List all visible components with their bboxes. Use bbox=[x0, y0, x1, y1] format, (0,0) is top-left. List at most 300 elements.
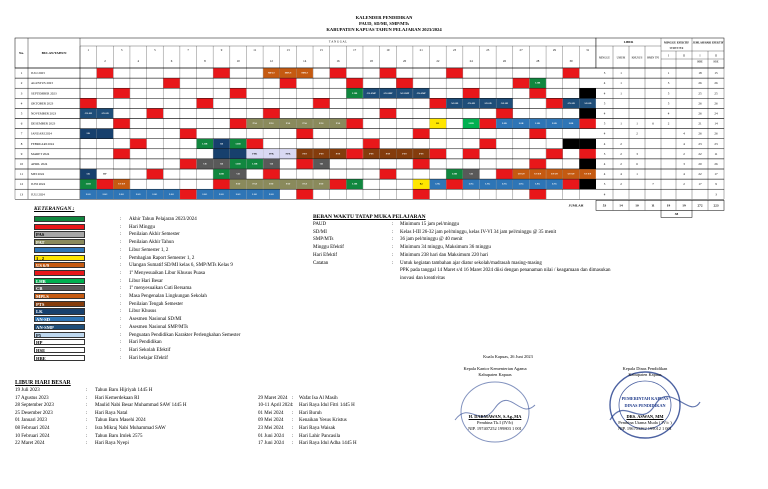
legend-label: 1º Menyesuaikan Libur Khusus Puasa bbox=[129, 270, 205, 276]
day-23: 23 bbox=[452, 48, 457, 52]
row-stat: 22 bbox=[698, 172, 702, 177]
row-stat: 4 bbox=[603, 91, 606, 96]
total-value: 223 bbox=[713, 203, 719, 208]
total-label: JUMLAH bbox=[568, 203, 584, 208]
day-cell bbox=[546, 149, 562, 159]
day-cell-label: PPK bbox=[285, 152, 291, 156]
day-5: 5 bbox=[154, 48, 156, 52]
row-stat: 2 bbox=[620, 161, 622, 166]
day-cell-label: LSG bbox=[468, 182, 474, 186]
legend-swatch: HSE bbox=[34, 347, 85, 353]
day-cell bbox=[463, 149, 479, 159]
day-cell bbox=[213, 68, 229, 78]
day-cell bbox=[446, 68, 462, 78]
row-no: 12 bbox=[19, 182, 24, 187]
day-27: 27 bbox=[519, 48, 523, 52]
day-cell-label: MPLS bbox=[268, 71, 275, 75]
row-month: JULI 2024 bbox=[31, 192, 45, 197]
beban-key: Hari Efektif bbox=[313, 252, 338, 258]
day-cell-label: PTS bbox=[385, 152, 391, 156]
day-6: 6 bbox=[170, 59, 173, 63]
holiday-date: 01 Januari 2023 bbox=[15, 418, 47, 424]
row-stat: 26 bbox=[714, 161, 718, 166]
day-cell bbox=[263, 109, 279, 119]
day-9: 9 bbox=[220, 48, 223, 52]
legend-label: Libur Hari Besar bbox=[129, 278, 163, 284]
row-stat: 5 bbox=[667, 91, 670, 96]
day-cell bbox=[97, 179, 113, 189]
holiday-date: 22 Maret 2024 bbox=[15, 441, 45, 447]
day-cell-label: LSG bbox=[485, 182, 491, 186]
holiday-date: 10 Februari 2024 bbox=[15, 433, 50, 439]
day-28: 28 bbox=[536, 59, 540, 63]
day-cell-label: LSG bbox=[235, 192, 241, 196]
row-stat: 1 bbox=[620, 81, 622, 86]
sign-left-nip: NIP. 197407252 199803 1 001 bbox=[468, 426, 522, 431]
day-cell-label: LSG bbox=[252, 192, 258, 196]
day-14: 14 bbox=[303, 59, 307, 63]
holiday-date: 01 Mei 2024 bbox=[258, 410, 284, 416]
row-stat: 5 bbox=[603, 151, 606, 156]
day-cell-label: LHB bbox=[252, 162, 258, 166]
beban-value: inovasi dan kreativitas bbox=[400, 275, 445, 281]
row-stat: 4 bbox=[603, 111, 606, 116]
row-month: FEBRUARI 2024 bbox=[31, 141, 54, 146]
day-cell-label: LSR bbox=[502, 122, 507, 126]
row-month: JANUARI 2024 bbox=[31, 131, 52, 136]
header-semester: SEMESTER bbox=[669, 47, 684, 50]
row-stat: 4 bbox=[603, 172, 606, 177]
day-cell-label: LHB bbox=[218, 172, 225, 176]
day-cell bbox=[513, 78, 529, 88]
row-stat: 5 bbox=[603, 182, 606, 187]
holiday-name: Hari Kemerdekaan RI bbox=[95, 395, 140, 401]
beban-key: Minggu Efektif bbox=[313, 245, 344, 251]
row-stat: 2 bbox=[636, 131, 638, 136]
day-cell bbox=[163, 78, 179, 88]
day-cell bbox=[346, 149, 362, 159]
day-cell-label: CB bbox=[219, 142, 224, 146]
day-cell-label: AN-SMP bbox=[383, 91, 393, 95]
sign-left-title2: Kabupaten Kapuas bbox=[478, 372, 512, 377]
legend-label: Libur Khusus bbox=[129, 309, 157, 315]
day-30: 30 bbox=[569, 59, 573, 63]
holiday-date: 23 Mei 2024 bbox=[258, 426, 284, 431]
day-cell bbox=[297, 159, 313, 169]
total-value: 53 bbox=[602, 203, 607, 208]
day-cell-label: PAT bbox=[235, 182, 241, 186]
day-cell bbox=[97, 68, 113, 78]
row-stat: 1 bbox=[620, 91, 622, 96]
day-cell-label: LHB bbox=[451, 172, 458, 176]
day-cell bbox=[113, 119, 129, 129]
day-cell bbox=[463, 88, 479, 98]
day-7: 7 bbox=[187, 48, 189, 52]
row-stat: 1 bbox=[620, 71, 622, 76]
day-cell bbox=[263, 169, 279, 179]
libur-col-3: HMIN TPI bbox=[647, 56, 659, 60]
legend-label: Hari Sekolah Efektif bbox=[129, 347, 171, 353]
day-cell bbox=[80, 98, 96, 108]
day-cell bbox=[430, 98, 446, 108]
row-stat: 15 bbox=[714, 71, 718, 76]
row-stat: 5 bbox=[603, 121, 606, 126]
day-cell-label: LSG bbox=[269, 192, 274, 196]
day-3: 3 bbox=[120, 48, 123, 52]
beban-key: SD/MI bbox=[313, 229, 327, 235]
row-stat: 26 bbox=[714, 101, 718, 106]
legend-swatch: PAS bbox=[34, 231, 85, 237]
day-cell-label: LSG bbox=[169, 192, 174, 196]
day-cell-label: AN-SMP bbox=[399, 91, 410, 95]
day-cell-label: LSG bbox=[518, 182, 524, 186]
day-cell-label: LSG bbox=[102, 192, 108, 196]
day-cell bbox=[230, 119, 246, 129]
day-25: 25 bbox=[486, 48, 490, 52]
day-cell bbox=[213, 179, 229, 189]
day-cell-label: US 6/9 bbox=[534, 172, 542, 176]
empty-day bbox=[579, 108, 596, 118]
row-no: 8 bbox=[20, 141, 23, 146]
day-cell-label: PTS bbox=[319, 152, 324, 156]
jh-col-ii: II bbox=[715, 53, 717, 58]
sign-right-title: Kepala Dinas Pendidikan bbox=[622, 366, 668, 371]
day-cell-label: PAS bbox=[285, 122, 291, 126]
legend-label: Penilaian Akhir Semester bbox=[129, 232, 180, 238]
stamp-right-text: PEMERINTAH KAPUAS bbox=[621, 396, 669, 401]
row-stat: 18 bbox=[698, 71, 702, 76]
day-cell-label: PTS bbox=[335, 152, 341, 156]
holiday-name: Hari Lahir Pancasila bbox=[299, 433, 341, 439]
holiday-name: Maulid Nabi Besar Muhammad SAW 1445 H bbox=[95, 403, 187, 409]
row-stat: 9 bbox=[715, 182, 717, 187]
row-stat: 3 bbox=[636, 151, 638, 156]
day-cell-label: CB bbox=[236, 172, 240, 176]
holiday-date: 19 Juli 2023 bbox=[15, 388, 40, 393]
day-cell-label: CB bbox=[203, 162, 207, 166]
row-stat: 7 bbox=[652, 182, 654, 187]
row-no: 5 bbox=[20, 111, 23, 116]
day-31: 31 bbox=[586, 48, 590, 52]
day-cell bbox=[530, 129, 546, 139]
day-cell-label: AN-SD bbox=[500, 101, 509, 105]
day-13: 13 bbox=[286, 48, 290, 52]
row-no: 9 bbox=[20, 151, 23, 156]
row-month: OKTOBER 2023 bbox=[31, 101, 54, 106]
stamp-left-icon bbox=[461, 382, 529, 442]
day-cell-label: LHB bbox=[202, 142, 208, 146]
day-10: 10 bbox=[236, 59, 240, 63]
row-stat: 5 bbox=[667, 101, 670, 106]
row-stat: 4 bbox=[603, 141, 606, 146]
libur-col-2: KHUSUS bbox=[631, 56, 643, 60]
day-cell-label: LHB bbox=[235, 162, 241, 166]
row-stat: 4 bbox=[603, 131, 606, 136]
sign-left-rank: Pembina Tk.I (IV/b) bbox=[477, 420, 513, 425]
day-cell-label: PAT bbox=[252, 182, 257, 186]
day-cell bbox=[413, 189, 429, 199]
holiday-date: 28 September 2023 bbox=[15, 403, 54, 409]
day-cell-label: LHB bbox=[352, 182, 358, 186]
day-cell-label: PPK bbox=[269, 152, 274, 156]
day-cell bbox=[546, 98, 562, 108]
day-cell bbox=[213, 149, 229, 159]
day-cell-label: LSG bbox=[85, 192, 91, 196]
month-row bbox=[15, 169, 724, 179]
row-stat: 6 bbox=[636, 161, 638, 166]
day-cell-label: AN-SMP bbox=[366, 91, 376, 95]
day-cell bbox=[446, 179, 462, 189]
me-col-ii: II bbox=[683, 53, 685, 58]
total-value: 19 bbox=[666, 203, 671, 208]
legend-label: Hari belajar Efektif bbox=[129, 355, 168, 361]
row-stat: 25 bbox=[698, 91, 702, 96]
day-cell-label: LSR bbox=[535, 122, 541, 126]
holiday-date: 10-11 April 2024 bbox=[258, 403, 293, 409]
month-row bbox=[15, 108, 724, 118]
row-stat: 4 bbox=[683, 141, 685, 146]
legend-label: Akhir Tahun Pelajaran 2023/2024 bbox=[129, 217, 197, 222]
day-cell bbox=[313, 98, 329, 108]
day-cell-label: LSG bbox=[551, 182, 557, 186]
page: KALENDER PENDIDIKAN PAUD, SD/MI, SMP/MTs KABUPATEN KAPUAS TAHUN PELAJARAN 2023/2024 No. BULAN/TAHUN T A N G G A L 1 3 5 7 9 11 13 15 17 19 21 23 25 27 29 31 2 4 6 8 10 12 14 16 18 20 22 24 26 28 30 LIBUR MINGGU UMUM KHUSUS HMIN TPI MINGGU EFEKTIF SEMESTER I II JUMLAH HARI EFEKTIF I II HBE HSE 1 JULI 2023 MPLS MPLS MPLS 5 1 1 18 15 2 AGUSTUS 2023 LHB 4 1 5 26 26 3 SEPTEMBER 2023 LHB AN-SMP AN-SMP AN-SMP AN-SMP 4 1 5 25 25 4 OKTOBER 2023 AN-SD AN-SD AN-SD AN-SD AN-SD AN-SD 5 5 26 26 5 NOVEMBER 2023 AN-SD AN-SD 4 4 26 24 6 DESEMBER 2023 PAS PAS PAS PAS PAS PAS R1 LHB LSR LSR LSR LSR LSR 5 1 1 6 2 21 14 7 JANUARI 2024 LK 4 2 4 26 26 8 FEBRUARI 2024 LHB CB LHB 4 2 4 23 23 9 MARET 2024 PPK PPK PPK PTS PTS PTS PTS PTS PTS PTS 5 2 3 2 22 11 10 APRIL 2024 CB CB LHB LHB CB CB 4 2 6 3 20 26 11 MEI 2024 LK HP LHB CB LHB CB US 6/9 US 6/9 US 6/9 US 6/9 US 6/9 4 4 1 4 22 17 12 JUNI 2024 LHB US 6/9 PAT PAT PAT PAT PAT PAT LHB R2 LSG LSG LSG LSG LSG LSG LSG 5 2 7 2 17 9 13 JULI 2024 LSG LSG LSG LSG LSG LSG LSG LSG LSG LSG LSG 4 3 JUMLAH 53 14 10 11 19 19 272 223 38 KETERANGAN : : Akhir Tahun Pelajaran 2023/2024 : Hari Minggu PAS : Penilaian Akhir Semester PAT : Penilaian Akhir Tahun : Libur Semester 1, 2 1 , 2 : Pembagian Raport Semester 1, 2 US 6/9 : Ulangan Sumatif SD/MI kelas 6, SMP/MTs Kelas 9 : 1º Menyesuaikan Libur Khusus Puasa LHB : Libur Hari Besar CB : 1º menyesuaikan Cuti Bersama MPLS : Masa Pengenalan Lingkungan Sekolah PTS : Penilaian Tengah Semester LK : Libur Khusus AN-SD : Asesmen Nasional SD/MI AN-SMP : Asesmen Nasional SMP/MTs P5 : Penguatan Pendidikan Karakter Perlengkahan Semester HP : Hari Pendidikan HSE : Hari Sekolah Efektif HBE : Hari belajar Efektif BEBAN WAKTU TATAP MUKA PELAJARAN PAUD : Minimum 15 jam pel/minggu SD/MI : Kelas I-III 26-32 jam pel/minggu, kelas IV-VI 34 jam pel/minggu @ 35 menit SMP/MTs : 36 jam pel/minggu @ 40 menit Minggu Efektif : Minimum 34 minggu, Maksimum 36 minggu Hari Efektif : Minimum 238 hari dan Maksimum 220 hari Catatan : Untuk kegiatan tambahan ajar diatur sekolah/madrasah masing-masing PPK pada tanggal 14 Maret s/d 16 Maret 2024 diisi dengan penanaman nilai / keagamaan dan dimasukan inovasi dan kreativitas LIBUR HARI BESAR 19 Juli 2023 : Tahun Baru Hijriyah 1445 H 17 Agustus 2023 : Hari Kemerdekaan RI 28 September 2023 : Maulid Nabi Besar Muhammad SAW 1445 H 25 Desember 2023 : Hari Raya Natal 01 Januari 2023 : Tahun Baru Masehi 2024 08 Februari 2024 : Isra Mikraj Nabi Muhammad SAW 10 Februari 2024 : Tahun Baru Imlek 2575 22 Maret 2024 : Hari Raya Nyepi 29 Maret 2024 : Wafat Isa Al Masih 10-11 April 2024 : Hari Raya Idul Fitri 1445 H 01 Mei 2024 : Hari Buruh 09 Mei 2024 : Kenaikan Yesus Kristus 23 Mei 2024 : Hari Raya Waisak 01 Juni 2024 : Hari Lahir Pancasila 17 Juni 2024 : Hari Raya Idul Adha 1445 H Kuala Kapuas, 26 Juni 2023 PEMERINTAH KAPUAS DINAS PENDIDIKAN Kepala Kantor Kementerian Agama Kabupaten Kapuas H. DARMAWAN, S.Ag.,MA Pembina Tk.I (IV/b) NIP. 197407252 199803 1 001 Kepala Dinas Pendidikan Kabupaten Kapuas DRS. ASWAN, MM Pembina Utama Muda ( IV/c ) NIP. 196703262 199012 1 001 bbox=[0, 0, 768, 489]
stamp-right-text2: DINAS PENDIDIKAN bbox=[624, 403, 666, 408]
legend-label: 1º menyesuaikan Cuti Bersama bbox=[129, 286, 192, 292]
row-stat: 4 bbox=[603, 81, 606, 86]
total-value: 272 bbox=[697, 203, 703, 208]
legend-label: Penguatan Pendidikan Karakter Perlengkahan Semester bbox=[129, 332, 241, 338]
row-month: MEI 2024 bbox=[31, 172, 45, 177]
month-row bbox=[15, 68, 724, 78]
calendar-title-1: KALENDER PENDIDIKAN bbox=[355, 15, 413, 20]
day-cell-label: MPLS bbox=[301, 71, 309, 75]
day-cell-label: PAS bbox=[335, 122, 341, 126]
row-stat: 26 bbox=[714, 81, 718, 86]
row-no: 4 bbox=[20, 101, 23, 106]
holiday-date: 01 Juni 2024 bbox=[258, 433, 284, 439]
day-cell bbox=[130, 139, 146, 149]
row-no: 6 bbox=[20, 121, 23, 126]
holiday-name: Hari Buruh bbox=[299, 410, 322, 416]
holiday-name: Isra Mikraj Nabi Muhammad SAW bbox=[95, 426, 166, 431]
holiday-date: 08 Februari 2024 bbox=[15, 426, 50, 431]
legend-swatch: P5 bbox=[34, 332, 85, 338]
row-stat: 23 bbox=[714, 141, 718, 146]
row-stat: 5 bbox=[603, 71, 606, 76]
month-row bbox=[15, 139, 724, 149]
day-cell-label: PPK bbox=[252, 152, 258, 156]
sign-place-date: Kuala Kapuas, 26 Juni 2023 bbox=[483, 354, 533, 359]
row-stat: 3 bbox=[683, 161, 685, 166]
total-value: 11 bbox=[651, 203, 655, 208]
day-cell bbox=[580, 149, 596, 159]
day-cell-label: PAT bbox=[269, 182, 274, 186]
row-stat: 2 bbox=[667, 121, 670, 126]
day-cell-label: AN-SD bbox=[84, 111, 92, 115]
legend-label: Hari Pendidikan bbox=[129, 340, 162, 346]
holiday-name: Hari Raya Idul Adha 1445 H bbox=[299, 441, 357, 447]
libur-col-0: MINGGU bbox=[598, 56, 611, 60]
day-20: 20 bbox=[403, 59, 407, 63]
day-17: 17 bbox=[353, 48, 357, 52]
day-cell-label: AN-SD bbox=[450, 101, 459, 105]
day-cell-label: LSG bbox=[119, 192, 125, 196]
day-cell bbox=[346, 78, 362, 88]
day-cell-label: PAS bbox=[252, 122, 257, 126]
day-cell-label: MPLS bbox=[284, 71, 292, 75]
row-no: 7 bbox=[20, 131, 23, 136]
row-no: 11 bbox=[19, 172, 24, 177]
row-stat: 2 bbox=[620, 141, 622, 146]
holiday-name: Wafat Isa Al Masih bbox=[299, 395, 338, 401]
row-stat: 1 bbox=[636, 172, 638, 177]
empty-day bbox=[579, 159, 596, 169]
month-row bbox=[15, 119, 724, 129]
day-cell-label: LSR bbox=[552, 122, 557, 126]
day-cell-label: PTS bbox=[302, 152, 307, 156]
day-cell-label: CB bbox=[319, 162, 324, 166]
holiday-name: Tahun Baru Masehi 2024 bbox=[95, 418, 146, 424]
day-12: 12 bbox=[269, 59, 273, 63]
day-cell bbox=[496, 169, 512, 179]
day-cell-label: AN-SD bbox=[484, 101, 492, 105]
day-cell-label: PAS bbox=[302, 122, 307, 126]
beban-key: SMP/MTs bbox=[313, 237, 334, 243]
row-stat: 17 bbox=[698, 182, 702, 187]
holiday-name: Tahun Baru Hijriyah 1445 H bbox=[95, 388, 153, 393]
row-stat: 26 bbox=[698, 81, 702, 86]
jh-sub-hse: HSE bbox=[713, 60, 719, 64]
day-cell bbox=[297, 129, 313, 139]
total-extra: 38 bbox=[674, 211, 679, 216]
calendar-title-3: KABUPATEN KAPUAS TAHUN PELAJARAN 2023/2024 bbox=[326, 27, 442, 32]
day-cell-label: PAS bbox=[269, 122, 274, 126]
total-value: 19 bbox=[682, 203, 686, 208]
row-stat: 4 bbox=[603, 192, 606, 197]
row-no: 1 bbox=[20, 71, 23, 76]
day-cell-label: PAT bbox=[319, 182, 324, 186]
row-month: DESEMBER 2023 bbox=[31, 121, 56, 126]
day-cell bbox=[330, 179, 346, 189]
day-cell-label: LSR bbox=[568, 122, 574, 126]
day-cell-label: CB bbox=[469, 172, 473, 176]
day-16: 16 bbox=[336, 59, 340, 63]
header-jumlah-hari: JUMLAH HARI EFEKTIF bbox=[692, 41, 724, 45]
row-stat: 25 bbox=[714, 91, 718, 96]
row-stat: 5 bbox=[667, 81, 670, 86]
day-cell bbox=[113, 149, 129, 159]
day-cell bbox=[230, 149, 246, 159]
legend-label: Penilaian Tengah Semester bbox=[129, 301, 183, 307]
day-cell-label: AN-SD bbox=[567, 101, 575, 105]
month-row bbox=[15, 78, 724, 88]
day-cell bbox=[147, 169, 163, 179]
day-cell-label: LSG bbox=[435, 182, 441, 186]
day-cell bbox=[113, 88, 129, 98]
legend-label: Pembagian Raport Semester 1, 2 bbox=[129, 255, 195, 261]
row-stat: 2 bbox=[620, 182, 622, 187]
legend-label: Penilaian Akhir Tahun bbox=[129, 240, 174, 246]
header-tanggal: T A N G G A L bbox=[328, 39, 348, 44]
day-cell bbox=[180, 159, 196, 169]
day-cell-label: LK bbox=[86, 172, 91, 176]
legend-swatch: HP bbox=[34, 339, 85, 345]
day-cell-label: PAT bbox=[285, 182, 291, 186]
day-cell bbox=[180, 189, 196, 199]
sign-right-rank: Pembina Utama Muda ( IV/c ) bbox=[618, 420, 672, 425]
sign-right-title2: Kabupaten Kapuas bbox=[628, 372, 662, 377]
sign-right-name: DRS. ASWAN, MM bbox=[626, 414, 664, 419]
calendar-title-2: PAUD, SD/MI, SMP/MTs bbox=[358, 21, 410, 26]
empty-day bbox=[579, 139, 596, 149]
row-stat: 11 bbox=[714, 151, 718, 156]
legend-swatch: AN-SD bbox=[34, 316, 85, 322]
day-cell bbox=[180, 129, 196, 139]
row-no: 10 bbox=[19, 161, 24, 166]
day-8: 8 bbox=[204, 59, 206, 63]
header-no: No. bbox=[19, 51, 24, 55]
day-cell-label: LSG bbox=[135, 192, 141, 196]
row-month: SEPTEMBER 2023 bbox=[31, 91, 57, 96]
legend-swatch: 1 , 2 bbox=[34, 255, 85, 261]
header-minggu-efektif: MINGGU EFEKTIF bbox=[663, 41, 690, 45]
row-stat: 14 bbox=[714, 121, 718, 126]
day-cell-label: US 6/9 bbox=[551, 172, 558, 176]
beban-value: Minimum 238 hari dan Maksimum 220 hari bbox=[400, 252, 489, 258]
day-cell bbox=[230, 88, 246, 98]
day-cell bbox=[530, 159, 546, 169]
legend-title: KETERANGAN : bbox=[34, 206, 75, 212]
day-cell-label: US 6/9 bbox=[118, 182, 125, 186]
day-21: 21 bbox=[419, 48, 423, 52]
row-no: 13 bbox=[19, 192, 24, 197]
legend-swatch bbox=[34, 216, 85, 222]
beban-value: Minimum 15 jam pel/minggu bbox=[400, 222, 460, 227]
day-cell bbox=[413, 159, 429, 169]
day-cell bbox=[430, 149, 446, 159]
day-cell-label: LSG bbox=[219, 192, 224, 196]
day-cell-label: LK bbox=[86, 132, 91, 136]
holiday-date: 17 Agustus 2023 bbox=[15, 395, 49, 401]
day-cell bbox=[480, 119, 496, 129]
me-col-i: I bbox=[668, 53, 669, 58]
total-row bbox=[596, 200, 724, 210]
day-cell bbox=[147, 109, 163, 119]
holiday-name: Tahun Baru Imlek 2575 bbox=[95, 433, 143, 439]
legend-swatch: MPLS bbox=[34, 293, 85, 299]
day-15: 15 bbox=[319, 48, 323, 52]
day-26: 26 bbox=[502, 59, 506, 63]
row-stat: 2 bbox=[683, 182, 685, 187]
holiday-name: Hari Raya Nyepi bbox=[95, 441, 129, 447]
row-stat: 2 bbox=[620, 151, 622, 156]
day-cell bbox=[563, 179, 579, 189]
row-stat: 2 bbox=[683, 151, 685, 156]
beban-value: PPK pada tanggal 14 Maret s/d 16 Maret 2024 diisi dengan penanaman nilai / keagamaan dan dimasukan bbox=[400, 268, 611, 274]
day-cell-label: PAS bbox=[319, 122, 324, 126]
day-4: 4 bbox=[137, 59, 140, 63]
holiday-title: LIBUR HARI BESAR bbox=[15, 380, 71, 386]
day-cell-label: LHB bbox=[468, 122, 474, 126]
grid-header-box bbox=[15, 38, 596, 68]
day-cell-label: LHB bbox=[535, 81, 541, 85]
beban-value: 36 jam pel/minggu @ 40 menit bbox=[400, 237, 463, 243]
holiday-name: Hari Raya Waisak bbox=[299, 426, 336, 431]
holiday-date: 29 Maret 2024 bbox=[258, 395, 288, 401]
jh-sub-hbe: HBE bbox=[697, 60, 703, 64]
row-stat: 22 bbox=[698, 151, 702, 156]
day-cell bbox=[496, 109, 512, 119]
